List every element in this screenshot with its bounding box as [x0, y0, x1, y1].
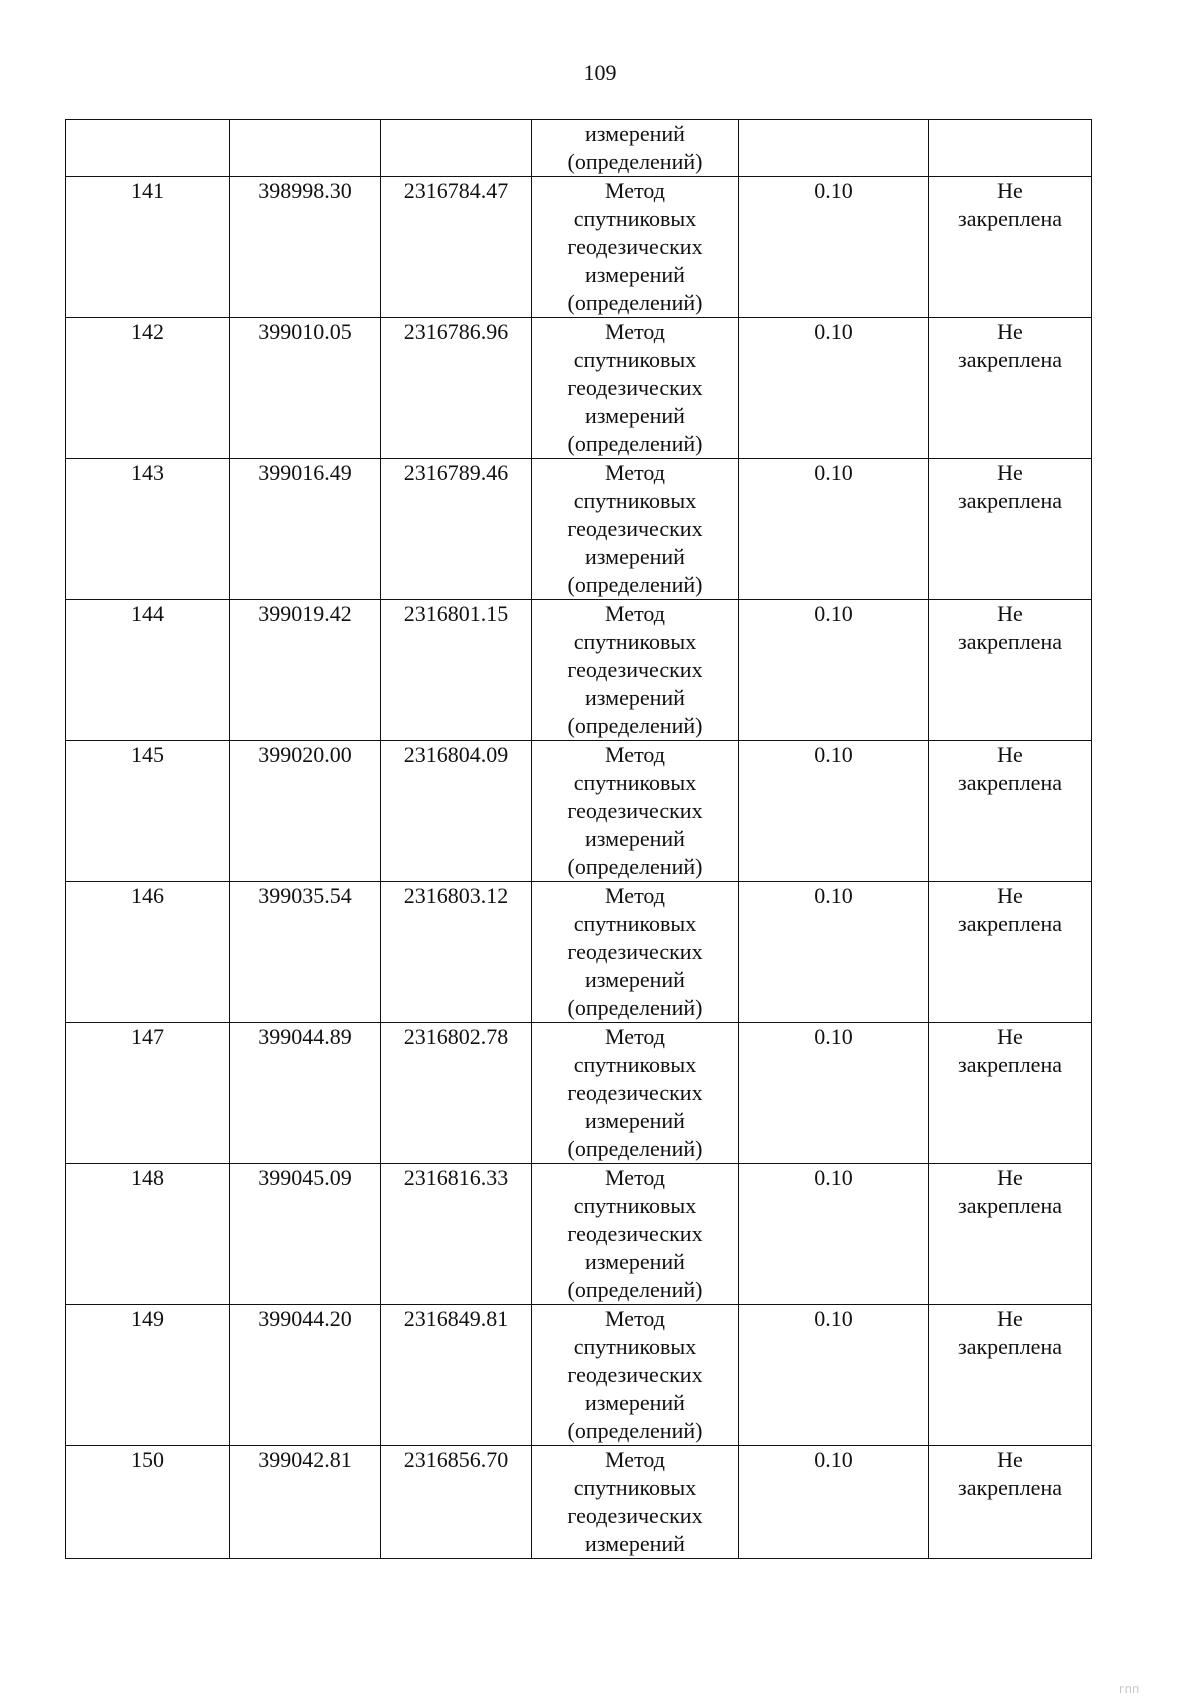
- cell-fixation-status: Не закреплена: [929, 318, 1092, 459]
- table-row: [66, 882, 1092, 1023]
- cell-method: Метод спутниковых геодезических измерений (определений): [532, 459, 739, 600]
- table-row: [66, 459, 1092, 600]
- cell-method: Метод спутниковых геодезических измерений (определений): [532, 1164, 739, 1305]
- cell-x-coordinate: 399045.09: [230, 1164, 381, 1305]
- table-row-continuation: [66, 120, 1092, 177]
- cell-point-number: 144: [66, 600, 230, 741]
- cell-accuracy: 0.10: [739, 1164, 929, 1305]
- cell-method: Метод спутниковых геодезических измерений: [532, 1446, 739, 1559]
- cell-y-coordinate: 2316803.12: [381, 882, 532, 1023]
- cell-method: Метод спутниковых геодезических измерений (определений): [532, 882, 739, 1023]
- cell-fixation-status: Не закреплена: [929, 882, 1092, 1023]
- cell-point-number: 150: [66, 1446, 230, 1559]
- cell-y-coordinate: 2316784.47: [381, 177, 532, 318]
- cell-accuracy: 0.10: [739, 318, 929, 459]
- cell-method: Метод спутниковых геодезических измерений (определений): [532, 600, 739, 741]
- cell-point-number: 145: [66, 741, 230, 882]
- table-row: [66, 1446, 1092, 1559]
- cell-fixation-status: Не закреплена: [929, 741, 1092, 882]
- cell-y-coordinate: 2316801.15: [381, 600, 532, 741]
- cell-method: Метод спутниковых геодезических измерений (определений): [532, 741, 739, 882]
- cell-method: измерений (определений): [532, 120, 739, 177]
- cell-fixation-status: Не закреплена: [929, 600, 1092, 741]
- table-row: [66, 318, 1092, 459]
- cell-method: Метод спутниковых геодезических измерений (определений): [532, 177, 739, 318]
- table-row: [66, 600, 1092, 741]
- table-row: [66, 1023, 1092, 1164]
- cell-y-coordinate: 2316856.70: [381, 1446, 532, 1559]
- cell-accuracy: 0.10: [739, 1023, 929, 1164]
- coordinates-table: [65, 119, 1092, 1559]
- table-row: [66, 741, 1092, 882]
- cell-method: Метод спутниковых геодезических измерений (определений): [532, 1305, 739, 1446]
- cell-y-coordinate: 2316804.09: [381, 741, 532, 882]
- cell-y-coordinate: [381, 120, 532, 177]
- cell-point-number: 141: [66, 177, 230, 318]
- coordinates-table-body: [66, 120, 1092, 1559]
- cell-accuracy: 0.10: [739, 600, 929, 741]
- cell-x-coordinate: 399010.05: [230, 318, 381, 459]
- cell-point-number: 146: [66, 882, 230, 1023]
- cell-x-coordinate: 399035.54: [230, 882, 381, 1023]
- cell-y-coordinate: 2316786.96: [381, 318, 532, 459]
- cell-point-number: 149: [66, 1305, 230, 1446]
- cell-x-coordinate: 399042.81: [230, 1446, 381, 1559]
- cell-x-coordinate: 399019.42: [230, 600, 381, 741]
- cell-fixation-status: [929, 120, 1092, 177]
- cell-point-number: 147: [66, 1023, 230, 1164]
- table-row: [66, 1305, 1092, 1446]
- cell-accuracy: [739, 120, 929, 177]
- cell-accuracy: 0.10: [739, 741, 929, 882]
- cell-point-number: 143: [66, 459, 230, 600]
- cell-y-coordinate: 2316802.78: [381, 1023, 532, 1164]
- cell-x-coordinate: 399016.49: [230, 459, 381, 600]
- cell-x-coordinate: 398998.30: [230, 177, 381, 318]
- cell-point-number: 148: [66, 1164, 230, 1305]
- table-row: [66, 177, 1092, 318]
- cell-x-coordinate: [230, 120, 381, 177]
- cell-y-coordinate: 2316849.81: [381, 1305, 532, 1446]
- cell-accuracy: 0.10: [739, 177, 929, 318]
- cell-accuracy: 0.10: [739, 459, 929, 600]
- cell-x-coordinate: 399044.20: [230, 1305, 381, 1446]
- cell-accuracy: 0.10: [739, 1305, 929, 1446]
- cell-fixation-status: Не закреплена: [929, 1023, 1092, 1164]
- cell-accuracy: 0.10: [739, 882, 929, 1023]
- cell-fixation-status: Не закреплена: [929, 459, 1092, 600]
- cell-accuracy: 0.10: [739, 1446, 929, 1559]
- cell-x-coordinate: 399020.00: [230, 741, 381, 882]
- scan-corner-mark: ГПП: [1119, 1685, 1140, 1695]
- cell-fixation-status: Не закреплена: [929, 1446, 1092, 1559]
- cell-point-number: [66, 120, 230, 177]
- cell-method: Метод спутниковых геодезических измерений (определений): [532, 1023, 739, 1164]
- cell-y-coordinate: 2316789.46: [381, 459, 532, 600]
- cell-fixation-status: Не закреплена: [929, 177, 1092, 318]
- page-number: 109: [583, 60, 617, 85]
- cell-fixation-status: Не закреплена: [929, 1305, 1092, 1446]
- table-row: [66, 1164, 1092, 1305]
- cell-method: Метод спутниковых геодезических измерений (определений): [532, 318, 739, 459]
- cell-fixation-status: Не закреплена: [929, 1164, 1092, 1305]
- cell-point-number: 142: [66, 318, 230, 459]
- cell-x-coordinate: 399044.89: [230, 1023, 381, 1164]
- cell-y-coordinate: 2316816.33: [381, 1164, 532, 1305]
